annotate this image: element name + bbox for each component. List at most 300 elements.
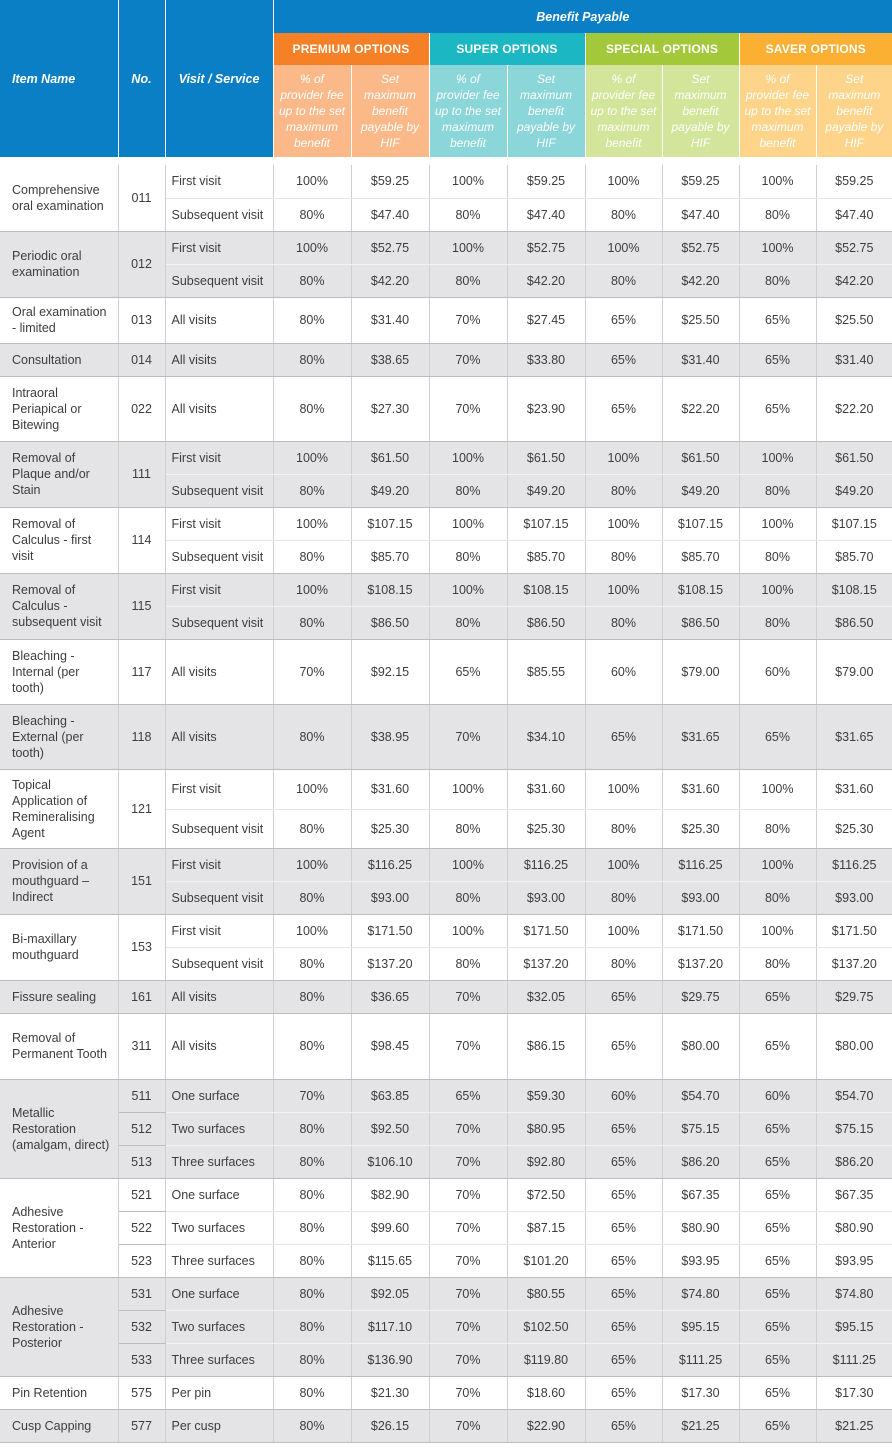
item-name-cell: Periodic oral examination <box>0 231 118 297</box>
table-row <box>0 376 892 441</box>
amount-cell: $67.35 <box>816 1178 892 1211</box>
percent-cell: 100% <box>429 231 507 264</box>
amount-cell: $107.15 <box>816 507 892 540</box>
amount-cell: $23.90 <box>507 376 585 441</box>
percent-cell: 60% <box>739 1079 816 1112</box>
amount-cell: $59.25 <box>507 165 585 198</box>
desc-line: payable by <box>671 120 730 134</box>
amount-cell: $25.30 <box>507 809 585 848</box>
percent-cell: 65% <box>585 1178 662 1211</box>
percent-cell: 100% <box>739 914 816 947</box>
amount-cell: $86.50 <box>816 606 892 639</box>
percent-cell: 65% <box>585 1145 662 1178</box>
item-number-cell: 512 <box>118 1112 165 1145</box>
amount-cell: $49.20 <box>662 474 739 507</box>
amount-cell: $52.75 <box>351 231 429 264</box>
amount-cell: $93.95 <box>816 1244 892 1277</box>
table-row <box>0 1409 892 1442</box>
amount-cell: $137.20 <box>816 947 892 980</box>
table-row <box>0 769 892 809</box>
item-name-cell: Removal of Calculus - subsequent visit <box>0 573 118 639</box>
desc-line: HIF <box>380 136 400 150</box>
desc-line: benefit <box>605 136 642 150</box>
percent-cell: 80% <box>429 264 507 297</box>
table-row <box>0 441 892 474</box>
visit-service-cell: Subsequent visit <box>165 540 273 573</box>
percent-cell: 70% <box>429 1409 507 1442</box>
percent-cell: 70% <box>429 1244 507 1277</box>
table-row <box>0 1343 892 1376</box>
percent-cell: 65% <box>739 1145 816 1178</box>
amount-cell: $108.15 <box>662 573 739 606</box>
amount-cell: $107.15 <box>507 507 585 540</box>
amount-cell: $31.60 <box>351 769 429 809</box>
percent-cell: 100% <box>273 165 351 198</box>
number-header: No. <box>118 0 165 157</box>
item-number-cell: 022 <box>118 376 165 441</box>
amount-cell: $67.35 <box>662 1178 739 1211</box>
percent-cell: 80% <box>273 1244 351 1277</box>
amount-cell: $80.90 <box>816 1211 892 1244</box>
percent-cell: 60% <box>585 1079 662 1112</box>
visit-service-cell: First visit <box>165 165 273 198</box>
percent-cell: 70% <box>429 1211 507 1244</box>
amount-cell: $87.15 <box>507 1211 585 1244</box>
amount-cell: $80.00 <box>662 1013 739 1079</box>
item-number-cell: 533 <box>118 1343 165 1376</box>
amount-cell: $26.15 <box>351 1409 429 1442</box>
amount-cell: $31.40 <box>351 297 429 343</box>
desc-line: Set <box>845 72 864 86</box>
visit-service-cell: One surface <box>165 1178 273 1211</box>
amount-cell: $137.20 <box>507 947 585 980</box>
item-number-cell: 013 <box>118 297 165 343</box>
percent-cell: 65% <box>585 704 662 769</box>
amount-cell: $54.70 <box>816 1079 892 1112</box>
visit-service-cell: Two surfaces <box>165 1211 273 1244</box>
percent-cell: 80% <box>429 606 507 639</box>
percent-cell: 80% <box>273 376 351 441</box>
amount-cell: $25.30 <box>351 809 429 848</box>
item-number-cell: 511 <box>118 1079 165 1112</box>
amount-cell: $85.70 <box>351 540 429 573</box>
desc-line: HIF <box>536 136 556 150</box>
benefit-payable-header: Benefit Payable <box>273 0 892 33</box>
percent-cell: 80% <box>739 947 816 980</box>
visit-service-cell: All visits <box>165 376 273 441</box>
item-name-cell: Pin Retention <box>0 1376 118 1409</box>
percent-cell: 70% <box>429 1343 507 1376</box>
item-number-cell: 311 <box>118 1013 165 1079</box>
percent-cell: 80% <box>585 474 662 507</box>
amount-cell: $31.60 <box>662 769 739 809</box>
percent-cell: 65% <box>585 1343 662 1376</box>
amount-cell: $98.45 <box>351 1013 429 1079</box>
amount-cell: $93.95 <box>662 1244 739 1277</box>
amount-cell: $63.85 <box>351 1079 429 1112</box>
amount-cell: $49.20 <box>351 474 429 507</box>
item-name-cell: Provision of a mouthguard – Indirect <box>0 848 118 914</box>
amount-cell: $18.60 <box>507 1376 585 1409</box>
percent-cell: 65% <box>739 1244 816 1277</box>
desc-line: maximum <box>363 88 416 102</box>
amount-cell: $93.00 <box>816 881 892 914</box>
visit-service-cell: First visit <box>165 914 273 947</box>
item-number-cell: 153 <box>118 914 165 980</box>
amount-cell: $171.50 <box>816 914 892 947</box>
amount-cell: $38.95 <box>351 704 429 769</box>
desc-line: HIF <box>844 136 864 150</box>
percent-cell: 100% <box>739 231 816 264</box>
desc-line: benefit <box>293 136 331 150</box>
amount-cell: $86.20 <box>816 1145 892 1178</box>
percent-cell: 65% <box>739 297 816 343</box>
desc-line: benefit <box>371 104 409 118</box>
percent-cell: 100% <box>585 441 662 474</box>
desc-line: Set <box>691 72 710 86</box>
percent-cell: 65% <box>585 1211 662 1244</box>
desc-line: provider fee <box>436 88 500 102</box>
percent-cell: 65% <box>585 980 662 1013</box>
percent-cell: 65% <box>585 1376 662 1409</box>
percent-cell: 100% <box>273 507 351 540</box>
desc-line: up to the set <box>590 104 657 118</box>
amount-cell: $49.20 <box>816 474 892 507</box>
percent-cell: 70% <box>429 704 507 769</box>
amount-cell: $171.50 <box>507 914 585 947</box>
percent-cell: 80% <box>429 809 507 848</box>
percent-cell: 60% <box>585 639 662 704</box>
percent-cell: 100% <box>429 848 507 881</box>
amount-cell: $52.75 <box>507 231 585 264</box>
amount-cell: $95.15 <box>816 1310 892 1343</box>
visit-service-cell: All visits <box>165 639 273 704</box>
percent-cell: 100% <box>585 507 662 540</box>
amount-cell: $108.15 <box>816 573 892 606</box>
amount-cell: $107.15 <box>351 507 429 540</box>
desc-line: HIF <box>690 136 711 150</box>
amount-cell: $86.20 <box>662 1145 739 1178</box>
amount-cell: $25.50 <box>662 297 739 343</box>
percent-cell: 65% <box>739 1112 816 1145</box>
table-row <box>0 1244 892 1277</box>
amount-cell: $171.50 <box>351 914 429 947</box>
desc-line: benefit <box>836 104 873 118</box>
desc-line: maximum <box>285 120 338 134</box>
percent-cell: 80% <box>273 1376 351 1409</box>
visit-service-cell: First visit <box>165 848 273 881</box>
visit-service-cell: Two surfaces <box>165 1310 273 1343</box>
amount-cell: $79.00 <box>662 639 739 704</box>
amount-cell: $54.70 <box>662 1079 739 1112</box>
item-number-cell: 011 <box>118 165 165 231</box>
amount-cell: $42.20 <box>507 264 585 297</box>
visit-service-cell: Two surfaces <box>165 1112 273 1145</box>
visit-service-cell: All visits <box>165 1013 273 1079</box>
percent-cell: 80% <box>273 1343 351 1376</box>
percent-cell: 80% <box>273 343 351 376</box>
desc-line: maximum <box>828 88 881 102</box>
amount-cell: $108.15 <box>507 573 585 606</box>
item-name-cell: Comprehensive oral examination <box>0 165 118 231</box>
percent-cell: 65% <box>739 1277 816 1310</box>
visit-service-cell: First visit <box>165 769 273 809</box>
percent-cell: 100% <box>739 769 816 809</box>
percent-cell: 65% <box>739 1409 816 1442</box>
amount-cell: $137.20 <box>662 947 739 980</box>
amount-cell: $106.10 <box>351 1145 429 1178</box>
percent-cell: 100% <box>585 573 662 606</box>
percent-cell: 70% <box>429 1145 507 1178</box>
table-row <box>0 297 892 343</box>
item-name-cell: Removal of Plaque and/or Stain <box>0 441 118 507</box>
percent-cell: 70% <box>429 1277 507 1310</box>
percent-cell: 70% <box>273 639 351 704</box>
item-number-cell: 117 <box>118 639 165 704</box>
amount-cell: $25.30 <box>816 809 892 848</box>
percent-cell: 65% <box>585 343 662 376</box>
amount-cell: $80.90 <box>662 1211 739 1244</box>
visit-service-header: Visit / Service <box>165 0 273 157</box>
percent-cell: 80% <box>429 540 507 573</box>
percent-cell: 80% <box>273 297 351 343</box>
percent-cell: 65% <box>585 1277 662 1310</box>
amount-cell: $75.15 <box>662 1112 739 1145</box>
percent-desc-1 <box>273 65 351 157</box>
item-number-cell: 532 <box>118 1310 165 1343</box>
amount-cell: $22.90 <box>507 1409 585 1442</box>
percent-cell: 80% <box>273 809 351 848</box>
amount-cell: $72.50 <box>507 1178 585 1211</box>
percent-cell: 80% <box>585 881 662 914</box>
amount-cell: $74.80 <box>816 1277 892 1310</box>
amount-cell: $31.40 <box>662 343 739 376</box>
percent-cell: 65% <box>739 980 816 1013</box>
percent-cell: 80% <box>273 1409 351 1442</box>
amount-cell: $21.30 <box>351 1376 429 1409</box>
desc-line: payable by <box>360 120 420 134</box>
amount-cell: $21.25 <box>816 1409 892 1442</box>
table-row <box>0 704 892 769</box>
percent-cell: 80% <box>585 606 662 639</box>
percent-cell: 70% <box>429 343 507 376</box>
visit-service-cell: Three surfaces <box>165 1244 273 1277</box>
percent-cell: 80% <box>739 198 816 231</box>
percent-desc-2 <box>429 65 507 157</box>
percent-cell: 100% <box>585 848 662 881</box>
percent-cell: 80% <box>273 881 351 914</box>
amount-cell: $85.55 <box>507 639 585 704</box>
item-name-cell: Fissure sealing <box>0 980 118 1013</box>
percent-cell: 65% <box>739 1013 816 1079</box>
amount-cell: $29.75 <box>662 980 739 1013</box>
percent-cell: 80% <box>739 809 816 848</box>
desc-line: Set <box>536 72 555 86</box>
amount-cell: $61.50 <box>662 441 739 474</box>
desc-line: up to the set <box>434 104 502 118</box>
amount-cell: $61.50 <box>816 441 892 474</box>
amount-cell: $47.40 <box>662 198 739 231</box>
amount-cell: $111.25 <box>662 1343 739 1376</box>
option-header-3: SPECIAL OPTIONS <box>585 33 739 65</box>
percent-cell: 100% <box>273 441 351 474</box>
amount-cell: $80.95 <box>507 1112 585 1145</box>
amount-cell: $25.30 <box>662 809 739 848</box>
table-row <box>0 343 892 376</box>
desc-line: provider fee <box>745 88 810 102</box>
amount-cell: $61.50 <box>507 441 585 474</box>
amount-cell: $116.25 <box>351 848 429 881</box>
option-header-1: PREMIUM OPTIONS <box>273 33 429 65</box>
percent-cell: 80% <box>429 881 507 914</box>
amount-cell: $116.25 <box>507 848 585 881</box>
desc-line: maximum <box>597 120 650 134</box>
percent-cell: 80% <box>273 540 351 573</box>
desc-line: up to the set <box>278 104 346 118</box>
amount-cell: $47.40 <box>816 198 892 231</box>
desc-line: benefit <box>449 136 487 150</box>
percent-cell: 80% <box>273 947 351 980</box>
desc-line: % of <box>455 72 480 86</box>
amount-desc-1 <box>351 65 429 157</box>
visit-service-cell: All visits <box>165 297 273 343</box>
amount-cell: $52.75 <box>816 231 892 264</box>
amount-cell: $27.45 <box>507 297 585 343</box>
desc-line: maximum <box>441 120 494 134</box>
item-number-cell: 151 <box>118 848 165 914</box>
visit-service-cell: Subsequent visit <box>165 809 273 848</box>
percent-cell: 100% <box>429 507 507 540</box>
item-number-cell: 121 <box>118 769 165 848</box>
amount-cell: $59.30 <box>507 1079 585 1112</box>
item-number-cell: 531 <box>118 1277 165 1310</box>
visit-service-cell: First visit <box>165 441 273 474</box>
percent-cell: 65% <box>585 376 662 441</box>
visit-service-cell: Three surfaces <box>165 1145 273 1178</box>
percent-cell: 100% <box>273 573 351 606</box>
amount-cell: $108.15 <box>351 573 429 606</box>
item-number-cell: 161 <box>118 980 165 1013</box>
percent-cell: 80% <box>273 704 351 769</box>
percent-cell: 65% <box>739 1343 816 1376</box>
amount-cell: $42.20 <box>351 264 429 297</box>
visit-service-cell: One surface <box>165 1277 273 1310</box>
desc-line: maximum <box>519 88 572 102</box>
amount-cell: $117.10 <box>351 1310 429 1343</box>
table-row <box>0 1112 892 1145</box>
item-number-cell: 575 <box>118 1376 165 1409</box>
percent-cell: 60% <box>739 639 816 704</box>
amount-cell: $92.50 <box>351 1112 429 1145</box>
percent-cell: 65% <box>429 1079 507 1112</box>
percent-cell: 65% <box>585 1013 662 1079</box>
amount-cell: $61.50 <box>351 441 429 474</box>
table-row <box>0 1178 892 1211</box>
percent-cell: 80% <box>273 606 351 639</box>
percent-cell: 65% <box>429 639 507 704</box>
option-header-4: SAVER OPTIONS <box>739 33 892 65</box>
desc-line: % of <box>299 72 324 86</box>
percent-cell: 80% <box>273 474 351 507</box>
visit-service-cell: First visit <box>165 507 273 540</box>
percent-cell: 65% <box>739 1376 816 1409</box>
amount-cell: $74.80 <box>662 1277 739 1310</box>
percent-cell: 65% <box>739 1178 816 1211</box>
percent-cell: 100% <box>739 165 816 198</box>
amount-cell: $116.25 <box>662 848 739 881</box>
percent-cell: 80% <box>273 1211 351 1244</box>
item-number-cell: 522 <box>118 1211 165 1244</box>
amount-cell: $85.70 <box>816 540 892 573</box>
percent-cell: 65% <box>585 297 662 343</box>
visit-service-cell: Subsequent visit <box>165 474 273 507</box>
percent-cell: 100% <box>273 231 351 264</box>
amount-cell: $107.15 <box>662 507 739 540</box>
desc-line: provider fee <box>591 88 656 102</box>
amount-cell: $101.20 <box>507 1244 585 1277</box>
amount-cell: $102.50 <box>507 1310 585 1343</box>
amount-cell: $95.15 <box>662 1310 739 1343</box>
amount-cell: $33.80 <box>507 343 585 376</box>
percent-cell: 100% <box>585 231 662 264</box>
item-name-cell: Bleaching - External (per tooth) <box>0 704 118 769</box>
desc-line: maximum <box>751 120 804 134</box>
visit-service-cell: Subsequent visit <box>165 198 273 231</box>
item-number-cell: 115 <box>118 573 165 639</box>
desc-line: maximum <box>674 88 727 102</box>
table-body <box>0 157 892 1442</box>
percent-cell: 70% <box>429 1112 507 1145</box>
option-header-2: SUPER OPTIONS <box>429 33 585 65</box>
amount-cell: $93.00 <box>351 881 429 914</box>
percent-cell: 65% <box>585 1244 662 1277</box>
table-row <box>0 1277 892 1310</box>
percent-cell: 100% <box>429 769 507 809</box>
percent-cell: 100% <box>739 848 816 881</box>
percent-cell: 80% <box>429 198 507 231</box>
percent-desc-3 <box>585 65 662 157</box>
amount-cell: $59.25 <box>816 165 892 198</box>
percent-cell: 100% <box>585 769 662 809</box>
desc-line: % of <box>611 72 636 86</box>
percent-cell: 100% <box>585 165 662 198</box>
percent-cell: 100% <box>273 769 351 809</box>
amount-cell: $86.50 <box>507 606 585 639</box>
item-name-cell: Topical Application of Remineralising Agent <box>0 769 118 848</box>
percent-cell: 80% <box>739 606 816 639</box>
amount-cell: $79.00 <box>816 639 892 704</box>
visit-service-cell: Per pin <box>165 1376 273 1409</box>
table-row <box>0 980 892 1013</box>
visit-service-cell: First visit <box>165 573 273 606</box>
item-name-cell: Removal of Calculus - first visit <box>0 507 118 573</box>
amount-desc-3 <box>662 65 739 157</box>
percent-cell: 80% <box>273 1145 351 1178</box>
item-name-cell: Intraoral Periapical or Bitewing <box>0 376 118 441</box>
item-number-cell: 523 <box>118 1244 165 1277</box>
amount-cell: $47.40 <box>507 198 585 231</box>
item-number-cell: 521 <box>118 1178 165 1211</box>
percent-cell: 65% <box>739 343 816 376</box>
amount-cell: $115.65 <box>351 1244 429 1277</box>
amount-cell: $31.60 <box>507 769 585 809</box>
percent-cell: 100% <box>739 573 816 606</box>
percent-cell: 100% <box>429 914 507 947</box>
percent-cell: 100% <box>273 914 351 947</box>
visit-service-cell: Subsequent visit <box>165 264 273 297</box>
amount-cell: $119.80 <box>507 1343 585 1376</box>
amount-cell: $80.00 <box>816 1013 892 1079</box>
